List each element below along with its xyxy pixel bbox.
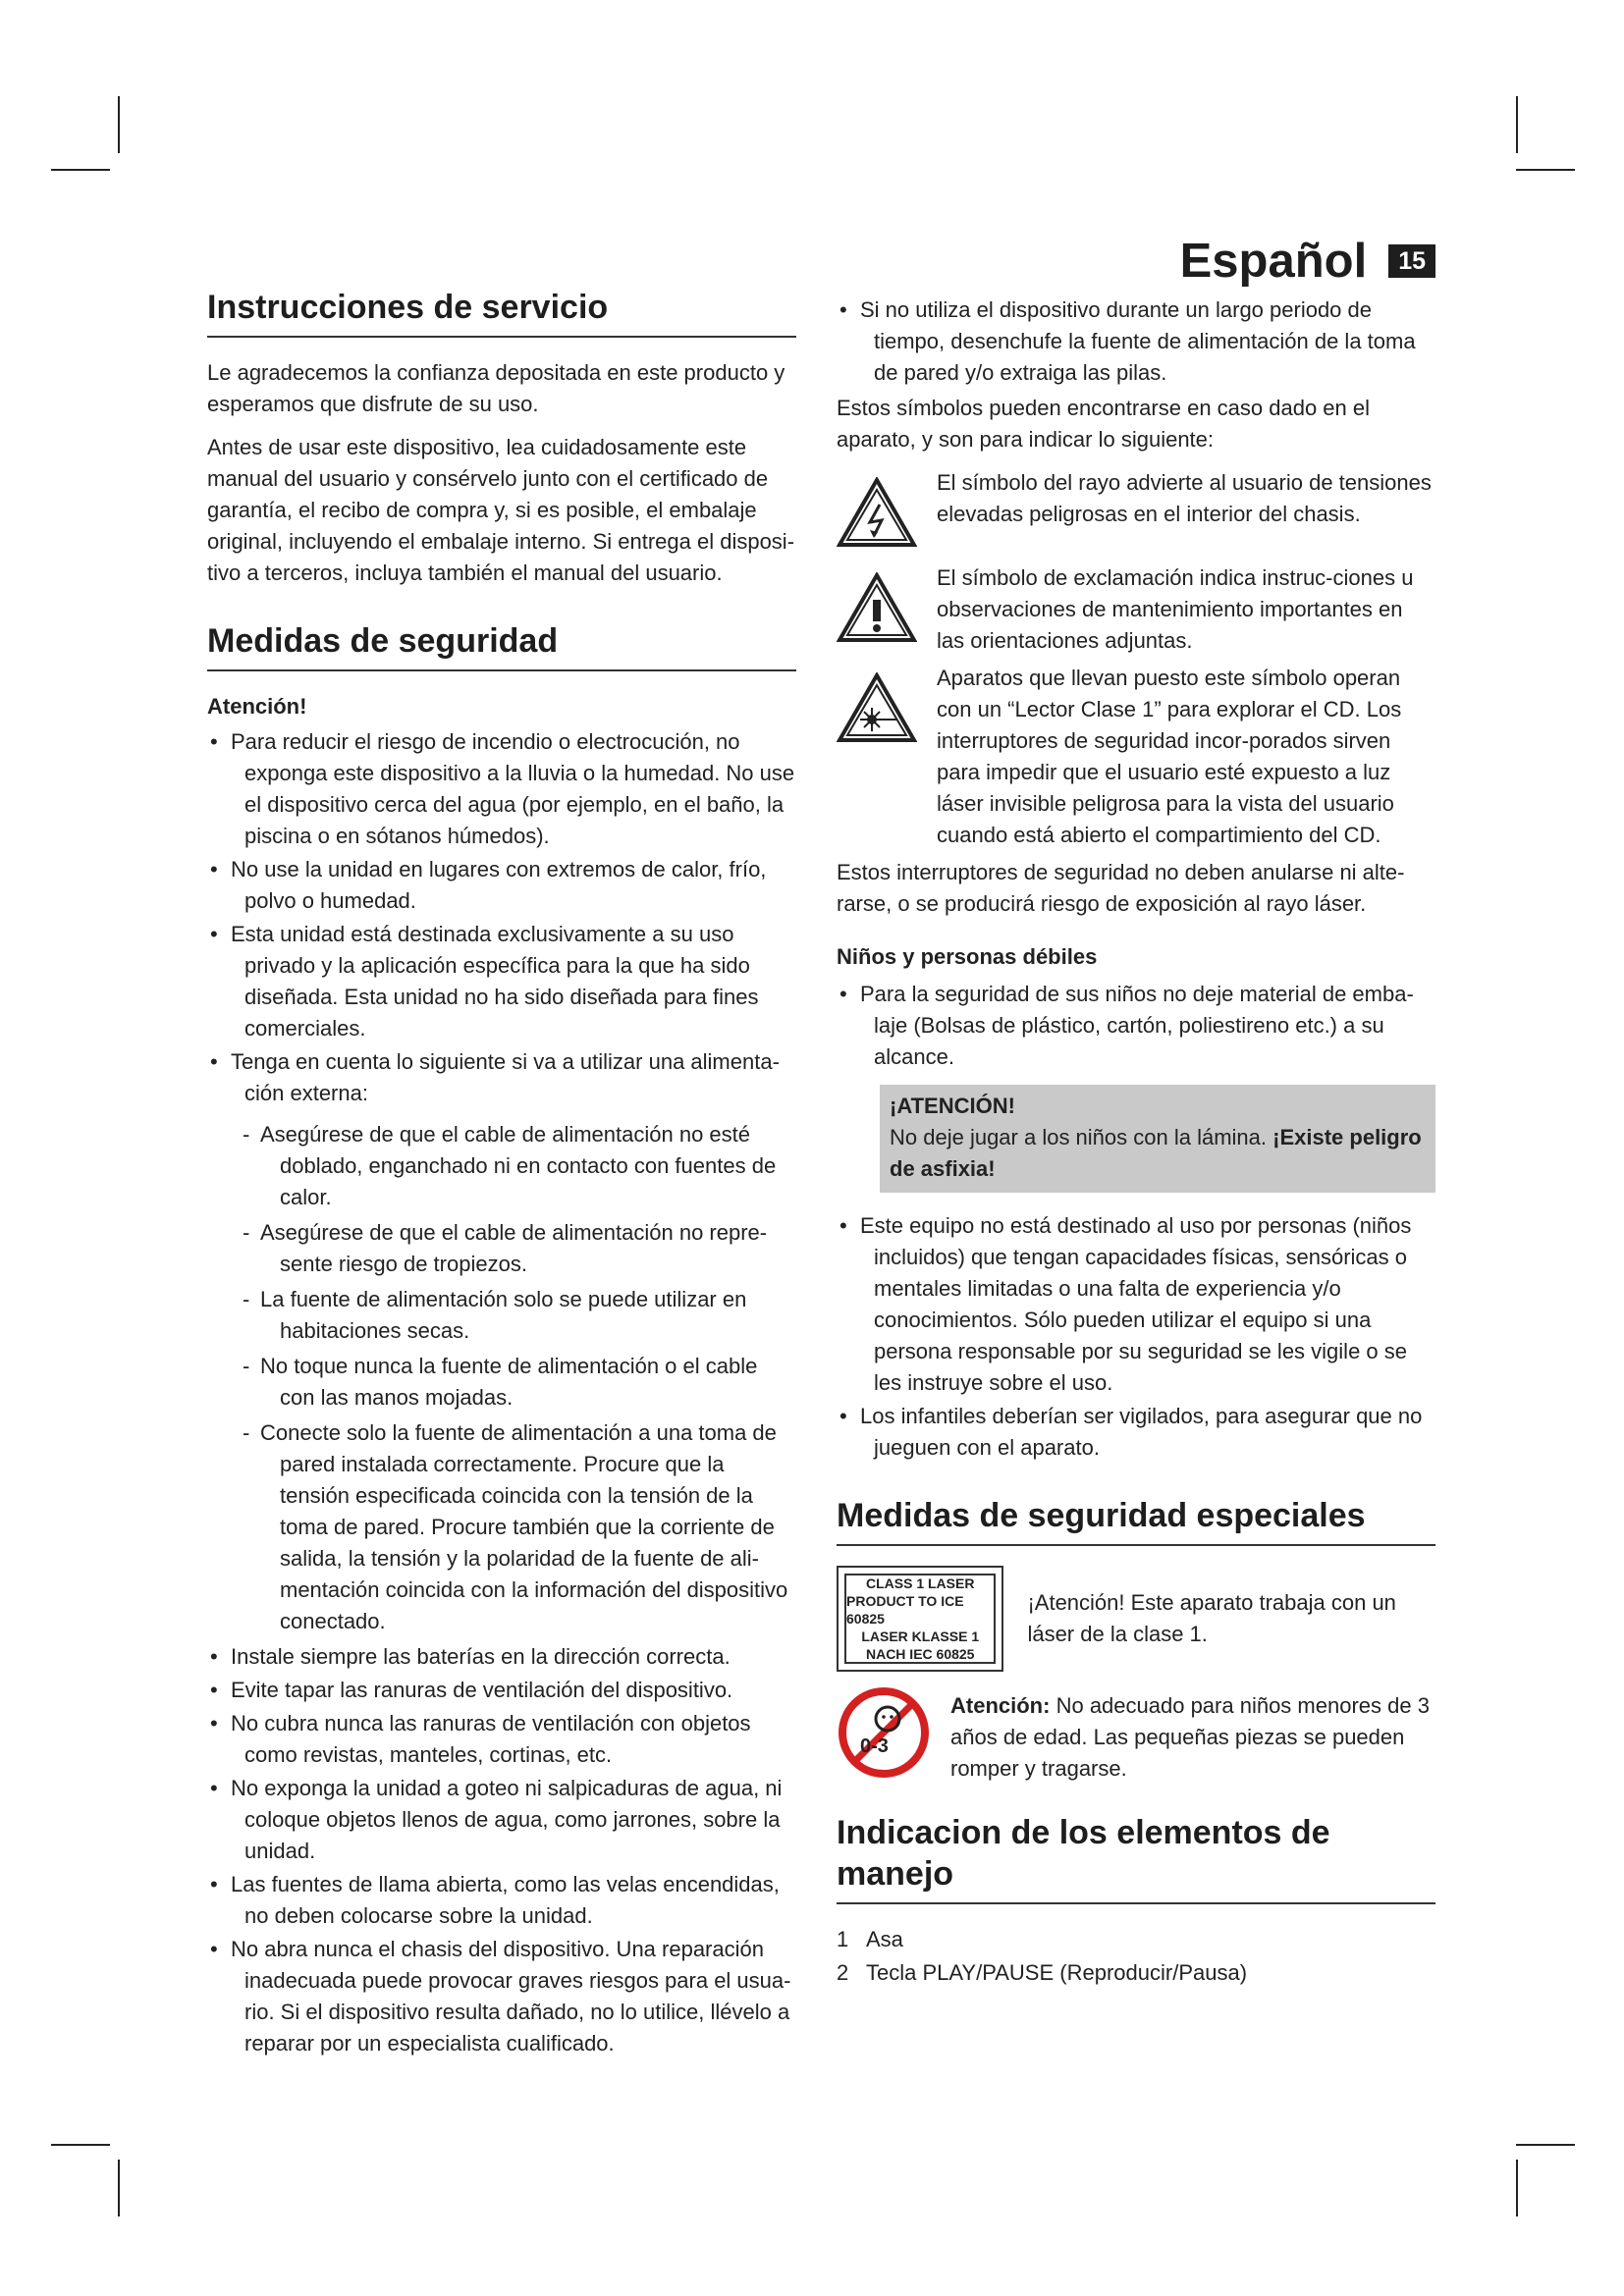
svg-text:0-3: 0-3 <box>860 1735 889 1757</box>
symbol-lightning-row <box>837 467 1435 557</box>
sub-list-item: - La fuente de alimentación solo se puede utilizar en habitaciones secas. <box>243 1284 796 1347</box>
sub-list-item: - No toque nunca la fuente de alimentación o el cable con las manos mojadas. <box>243 1351 796 1414</box>
right-column <box>837 294 1435 1991</box>
kids-list <box>837 979 1435 1073</box>
warning-bold: ¡Existe peligro de asfixia! <box>890 1125 1422 1181</box>
heading-controls: Indicacion de los elementos de manejo <box>837 1812 1435 1904</box>
crop-mark <box>51 2144 110 2146</box>
unplug-list <box>837 294 1435 389</box>
page-header <box>1180 234 1435 289</box>
list-item: • Para la seguridad de sus niños no deje material de emba-laje (Bolsas de plástico, cartón, poliestireno etc.) a su alcance. <box>837 979 1435 1073</box>
suffocation-warning-box <box>880 1085 1435 1193</box>
attention-label: Atención! <box>207 694 307 719</box>
list-item: • Para reducir el riesgo de incendio o electrocución, no exponga este dispositivo a la lluvia o la humedad. No use el dispositivo cerca del agua (por ejemplo, en el baño, la piscina o en sótanos húmedos). <box>207 726 796 852</box>
list-item: • Esta unidad está destinada exclusivamente a su uso privado y la aplicación específica para la que ha sido diseñada. Esta unidad no ha sido diseñada para fines comerciales. <box>207 919 796 1044</box>
crop-mark <box>1516 2144 1575 2146</box>
warning-title: ¡ATENCIÓN! <box>890 1094 1015 1118</box>
crop-mark <box>118 96 120 153</box>
list-item: • Los infantiles deberían ser vigilados, para asegurar que no jueguen con el aparato. <box>837 1401 1435 1464</box>
laser-description: Aparatos que llevan puesto este símbolo operan con un “Lector Clase 1” para explorar el CD. Los interruptores de seguridad incor-porados sirven para impedir que el usuario esté expuesto a luz láser invisible peligrosa para la vista del usuario cuando está abierto el compartimiento del CD. <box>937 666 1402 847</box>
power-supply-sublist <box>231 1119 796 1637</box>
list-item: • No use la unidad en lugares con extremos de calor, frío, polvo o humedad. <box>207 854 796 917</box>
interlock-paragraph: Estos interruptores de seguridad no deben anularse ni alte-rarse, o se producirá riesgo de exposición al rayo láser. <box>837 860 1405 916</box>
sub-list-item: - Asegúrese de que el cable de alimentación no repre-sente riesgo de tropiezos. <box>243 1217 796 1280</box>
language-title: Español <box>1179 235 1368 288</box>
laser-class-text: ¡Atención! Este aparato trabaja con un láser de la clase 1. <box>1027 1590 1396 1646</box>
left-column <box>207 287 796 2061</box>
safety-list <box>207 726 796 2059</box>
heading-safety: Medidas de seguridad <box>207 620 796 671</box>
lightning-description: El símbolo del rayo advierte al usuario de tensiones elevadas peligrosas en el interior del chasis. <box>937 470 1432 526</box>
list-item: • Si no utiliza el dispositivo durante un largo periodo de tiempo, desenchufe la fuente de alimentación de la toma de pared y/o extraiga las pilas. <box>837 294 1435 389</box>
crop-mark <box>51 169 110 171</box>
intro-paragraph-2: Antes de usar este dispositivo, lea cuidadosamente este manual del usuario y consérvelo junto con el certificado de garantía, el recibo de compra y, si es posible, el embalaje original, incluyendo el embalaje interno. Si entrega el disposi-tivo a terceros, incluya también el manual del usuario. <box>207 435 795 585</box>
crop-mark <box>118 2160 120 2216</box>
intro-paragraph-1: Le agradecemos la confianza depositada en este producto y esperamos que disfrute de su uso. <box>207 360 785 416</box>
list-item: 1 Asa <box>837 1927 903 1951</box>
laser-class-row <box>837 1566 1435 1672</box>
symbol-laser-row <box>837 663 1435 851</box>
age-warning-bold: Atención: <box>950 1692 1051 1718</box>
list-item: • Las fuentes de llama abierta, como las velas encendidas, no deben colocarse sobre la unidad. <box>207 1869 796 1932</box>
list-item: • No cubra nunca las ranuras de ventilación con objetos como revistas, manteles, cortinas, etc. <box>207 1708 796 1771</box>
page-number: 15 <box>1388 244 1435 278</box>
age-warning-row <box>837 1685 1435 1789</box>
age-restriction-icon <box>837 1685 931 1789</box>
list-item: • No abra nunca el chasis del dispositivo. Una reparación inadecuada puede provocar graves riesgos para el usua-rio. Si el dispositivo resulta dañado, no lo utilice, llévelo a reparar por un especialista cualificado. <box>207 1934 796 2059</box>
warning-body: No deje jugar a los niños con la lámina. ¡Existe peligro de asfixia! <box>890 1125 1422 1181</box>
symbol-exclamation-row <box>837 562 1435 657</box>
crop-mark <box>1516 2160 1518 2216</box>
exclamation-warning-icon <box>837 562 917 657</box>
list-item: • Evite tapar las ranuras de ventilación del dispositivo. <box>207 1675 796 1706</box>
lightning-warning-icon <box>837 467 917 557</box>
laser-warning-icon <box>837 663 917 851</box>
heading-special-safety: Medidas de seguridad especiales <box>837 1495 1435 1546</box>
list-item: • Instale siempre las baterías en la dirección correcta. <box>207 1641 796 1673</box>
list-item: • Tenga en cuenta lo siguiente si va a utilizar una alimenta-ción externa: - Asegúrese de que el cable de alimentación no esté doblado, enganchado ni en contacto con fuentes de calor. - Asegúrese de que el cable de alimentación no repre-sente riesgo de tropiezos. - La fuente de alimentación solo se puede utilizar en habitaciones secas. - No toque nunca la fuente de alimentación o el cable con las manos mojadas. - Conecte solo la fuente de alimentación a una toma de pared instalada correctamente. Procure que la tensión especificada coincida con la tensión de la toma de pared. Procure también que la corriente de salida, la tensión y la polaridad de la fuente de ali-mentación coincida con la información del dispositivo conectado. <box>207 1046 796 1637</box>
list-item: • Este equipo no está destinado al uso por personas (niños incluidos) que tengan capacidades físicas, sensóricas o mentales limitadas o una falta de experiencia y/o conocimientos. Sólo pueden utilizar el equipo si una persona responsable por su seguridad se les vigile o se les instruye sobre el uso. <box>837 1210 1435 1399</box>
list-item: 2 Tecla PLAY/PAUSE (Reproducir/Pausa) <box>837 1960 1248 1985</box>
kids-list-2 <box>837 1210 1435 1464</box>
symbols-intro: Estos símbolos pueden encontrarse en caso dado en el aparato, y son para indicar lo siguiente: <box>837 396 1371 452</box>
exclamation-description: El símbolo de exclamación indica instruc-ciones u observaciones de mantenimiento importantes en las orientaciones adjuntas. <box>937 565 1414 653</box>
list-item: • No exponga la unidad a goteo ni salpicaduras de agua, ni coloque objetos llenos de agua, como jarrones, sobre la unidad. <box>207 1773 796 1867</box>
sub-list-item: - Asegúrese de que el cable de alimentación no esté doblado, enganchado ni en contacto con fuentes de calor. <box>243 1119 796 1213</box>
age-warning-text: Atención: No adecuado para niños menores de 3 años de edad. Las pequeñas piezas se pueden romper y tragarse. <box>950 1692 1430 1781</box>
controls-list <box>837 1924 1435 1989</box>
heading-instructions: Instrucciones de servicio <box>207 287 796 338</box>
crop-mark <box>1516 169 1575 171</box>
kids-heading: Niños y personas débiles <box>837 944 1098 969</box>
sub-list-item: - Conecte solo la fuente de alimentación a una toma de pared instalada correctamente. Procure que la tensión especificada coincida con la tensión de la toma de pared. Procure también que la corriente de salida, la tensión y la polaridad de la fuente de ali-mentación coincida con la información del dispositivo conectado. <box>243 1417 796 1637</box>
crop-mark <box>1516 96 1518 153</box>
laser-class-label: CLASS 1 LASER PRODUCT TO ICE 60825 LASER KLASSE 1 NACH IEC 60825 <box>837 1566 1003 1672</box>
